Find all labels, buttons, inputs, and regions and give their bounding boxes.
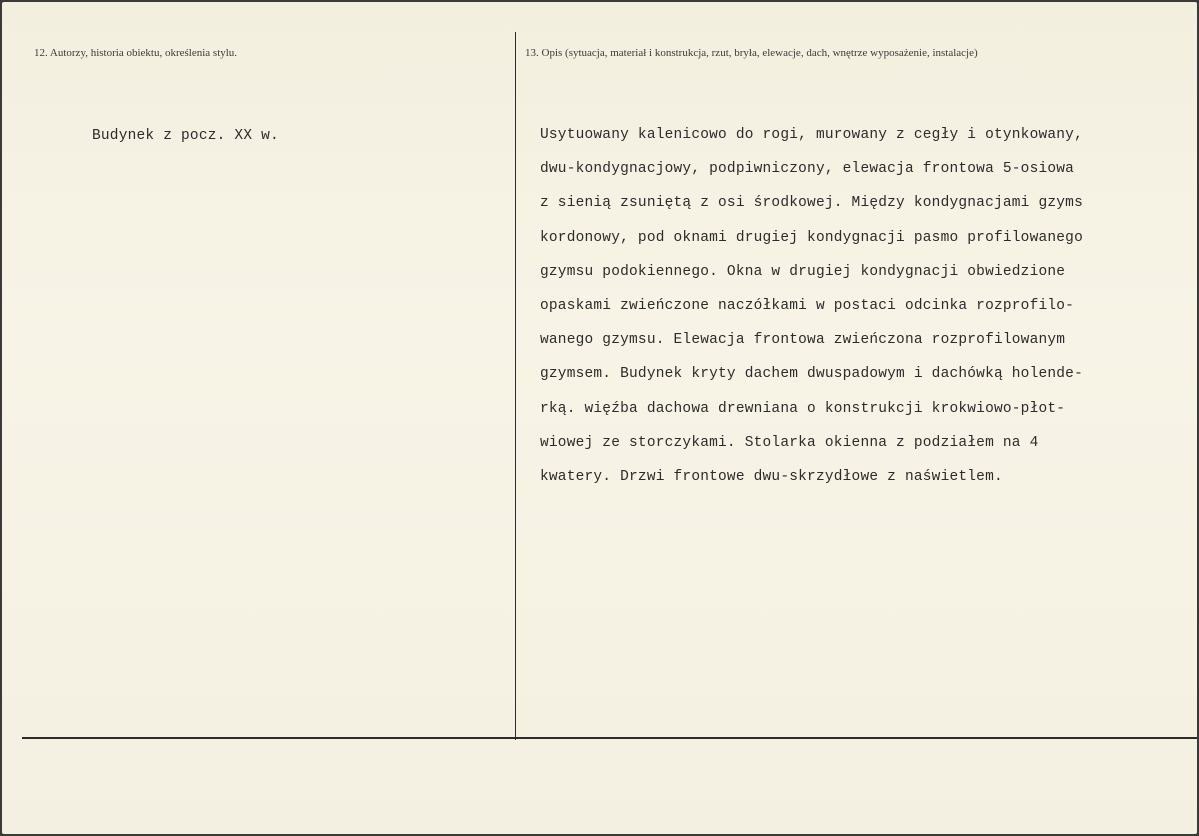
description-line: z sienią zsuniętą z osi środkowej. Między kondygnacjami gzyms xyxy=(540,195,1083,212)
description-line: wiowej ze storczykami. Stolarka okienna z podziałem na 4 xyxy=(540,434,1039,451)
column-divider xyxy=(515,32,516,740)
description-line: dwu-kondygnacjowy, podpiwniczony, elewacja frontowa 5-osiowa xyxy=(540,161,1075,178)
description-line: kordonowy, pod oknami drugiej kondygnacji pasmo profilowanego xyxy=(540,229,1083,246)
description-line: gzymsem. Budynek kryty dachem dwuspadowym i dachówką holende- xyxy=(540,366,1083,383)
description-line: kwatery. Drzwi frontowe dwu-skrzydłowe z naświetlem. xyxy=(540,468,1003,485)
bottom-rule xyxy=(22,737,1197,739)
description-line: Usytuowany kalenicowo do rogi, murowany z cegły i otynkowany, xyxy=(540,127,1083,143)
description-line: rką. więźba dachowa drewniana o konstrukcji krokwiowo-płot- xyxy=(540,400,1066,417)
description-line: wanego gzymsu. Elewacja frontowa zwieńczona rozprofilowanym xyxy=(540,332,1066,349)
section-12-label: 12. Autorzy, historia obiektu, określenia stylu. xyxy=(34,47,238,59)
document-card xyxy=(2,2,1197,834)
section-13-text xyxy=(540,118,1190,494)
section-13-label: 13. Opis (sytuacja, materiał i konstrukcja, rzut, bryła, elewacje, dach, wnętrze wyposażenie, instalacje) xyxy=(525,47,978,59)
description-line: opaskami zwieńczone naczółkami w postaci odcinka rozprofilo- xyxy=(540,297,1075,314)
description-line: gzymsu podokiennego. Okna w drugiej kondygnacji obwiedzione xyxy=(540,263,1066,280)
section-12-text: Budynek z pocz. XX w. xyxy=(92,128,279,144)
